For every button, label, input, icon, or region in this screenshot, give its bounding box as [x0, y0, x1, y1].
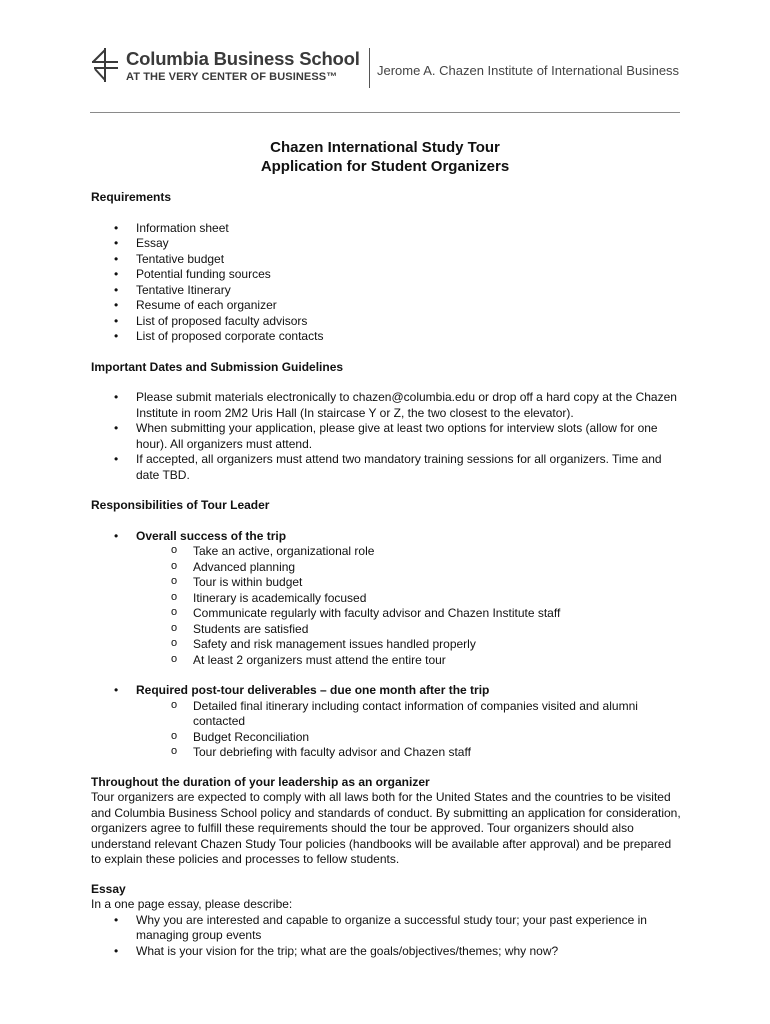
- dates-list: [91, 390, 681, 483]
- header-divider: [369, 48, 370, 88]
- list-item: o Tour is within budget: [91, 575, 681, 591]
- list-item: [91, 683, 681, 761]
- document-title: [90, 138, 680, 176]
- list-item: • When submitting your application, please give at least two options for interview slots (allow for one hour). All organizers must attend.: [91, 421, 681, 452]
- list-item: • List of proposed faculty advisors: [91, 314, 681, 330]
- list-item: o Communicate regularly with faculty advisor and Chazen Institute staff: [91, 606, 681, 622]
- header-rule: [90, 112, 680, 113]
- list-item: o Itinerary is academically focused: [91, 591, 681, 607]
- essay-heading: Essay: [91, 881, 126, 896]
- list-item: • What is your vision for the trip; what are the goals/objectives/themes; why now?: [91, 944, 681, 960]
- requirements-heading: Requirements: [91, 190, 172, 204]
- crown-logo-icon: [90, 48, 120, 82]
- list-item: • Resume of each organizer: [91, 298, 681, 314]
- essay-list: [91, 913, 681, 960]
- requirements-list: [91, 221, 681, 345]
- leadership-body: Tour organizers are expected to comply with all laws both for the United States and the countries to be visited and Columbia Business School policy and standards of conduct. By submitting an application for consideration, organizers agree to fulfill these requirements should the tour be approved. Tour organizers should also understand relevant Chazen Study Tour policies (handbooks will be available after approval) and be prepared to explain these policies and processes to fellow students.: [91, 790, 681, 866]
- list-item: o Students are satisfied: [91, 622, 681, 638]
- dates-heading: Important Dates and Submission Guidelines: [91, 359, 344, 374]
- letterhead: [90, 44, 680, 92]
- list-item: [91, 529, 681, 684]
- list-item: • List of proposed corporate contacts: [91, 329, 681, 345]
- document-body: [91, 190, 681, 959]
- school-tagline: AT THE VERY CENTER OF BUSINESS™: [126, 71, 338, 83]
- title-line-1: Chazen International Study Tour: [270, 139, 500, 156]
- list-item: o Budget Reconciliation: [91, 730, 681, 746]
- list-item: o Advanced planning: [91, 560, 681, 576]
- list-item: • Why you are interested and capable to organize a successful study tour; your past experience in managing group events: [91, 913, 681, 944]
- responsibilities-heading: Responsibilities of Tour Leader: [91, 498, 270, 512]
- list-item: • Tentative budget: [91, 252, 681, 268]
- overall-success-sublist: [91, 544, 681, 668]
- leadership-heading: Throughout the duration of your leadership as an organizer: [91, 774, 430, 789]
- list-item: o Tour debriefing with faculty advisor and Chazen staff: [91, 745, 681, 761]
- list-item: • Essay: [91, 236, 681, 252]
- deliverables-sublist: [91, 699, 681, 761]
- responsibilities-list: [91, 529, 681, 761]
- list-item: o Detailed final itinerary including contact information of companies visited and alumni contacted: [91, 699, 681, 730]
- list-item: o At least 2 organizers must attend the entire tour: [91, 653, 681, 669]
- list-item: • Tentative Itinerary: [91, 283, 681, 299]
- overall-success-label: Overall success of the trip: [136, 528, 287, 543]
- school-name: Columbia Business School: [126, 48, 360, 69]
- deliverables-label: Required post-tour deliverables – due one month after the trip: [136, 683, 490, 697]
- chazen-email-link[interactable]: chazen@columbia.edu: [352, 390, 476, 404]
- list-item: • Please submit materials electronically to chazen@columbia.edu or drop off a hard copy at the Chazen Institute in room 2M2 Uris Hall (In staircase Y or Z, the two closest to the elevator).: [91, 390, 681, 421]
- list-item: o Take an active, organizational role: [91, 544, 681, 560]
- list-item: • If accepted, all organizers must attend two mandatory training sessions for all organizers. Time and date TBD.: [91, 452, 681, 483]
- title-line-2: Application for Student Organizers: [260, 158, 510, 175]
- institute-name: Jerome A. Chazen Institute of International Business: [377, 63, 680, 78]
- list-item: o Safety and risk management issues handled properly: [91, 637, 681, 653]
- list-item: • Information sheet: [91, 221, 681, 237]
- list-item: • Potential funding sources: [91, 267, 681, 283]
- essay-intro: In a one page essay, please describe:: [91, 897, 293, 911]
